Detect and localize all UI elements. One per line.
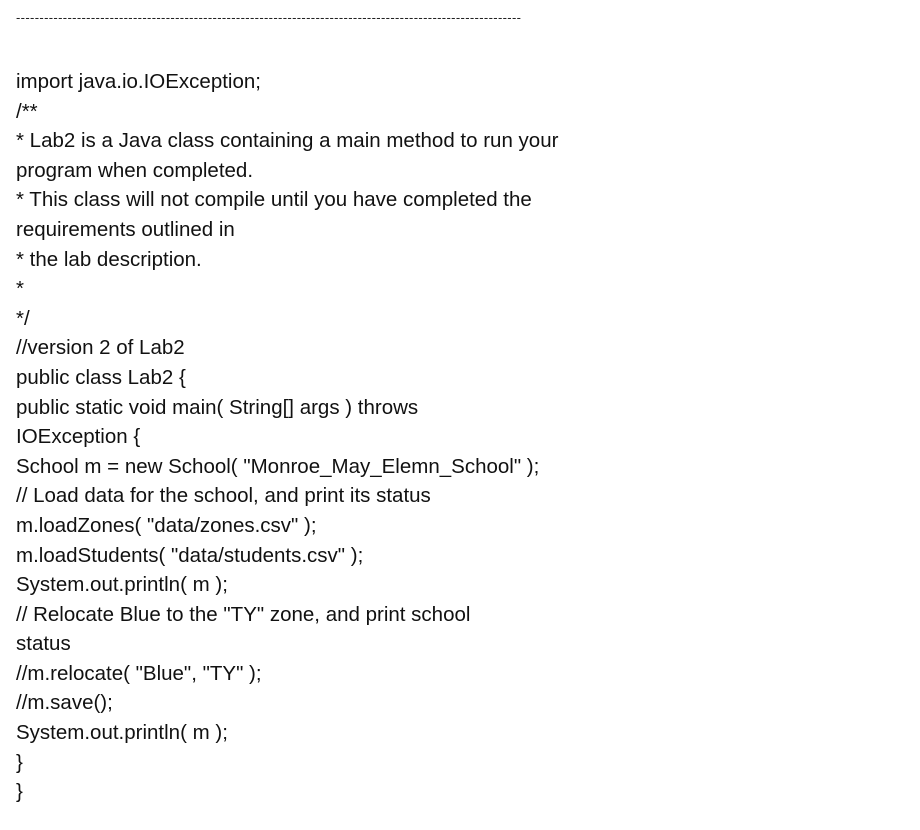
code-line: m.loadStudents( "data/students.csv" ); bbox=[16, 543, 364, 567]
code-line: School m = new School( "Monroe_May_Elemn_School" ); bbox=[16, 454, 540, 478]
code-line: // Load data for the school, and print its status bbox=[16, 484, 431, 508]
code-line: * Lab2 is a Java class containing a main method to run your bbox=[16, 129, 559, 153]
code-line: //m.relocate( "Blue", "TY" ); bbox=[16, 661, 262, 685]
code-line: // Relocate Blue to the "TY" zone, and print school bbox=[16, 602, 471, 626]
code-line: * This class will not compile until you have completed the bbox=[16, 188, 532, 212]
code-line: /** bbox=[16, 99, 38, 123]
dashed-separator: ------------------------------------------------------------------------------------------------------------ bbox=[16, 10, 522, 25]
code-line: //m.save(); bbox=[16, 691, 113, 715]
code-listing bbox=[16, 67, 896, 807]
code-line: System.out.println( m ); bbox=[16, 721, 228, 745]
code-line: } bbox=[16, 780, 23, 804]
code-line: status bbox=[16, 632, 71, 656]
code-line: */ bbox=[16, 306, 30, 330]
code-line: public static void main( String[] args ) throws bbox=[16, 395, 419, 419]
code-line: program when completed. bbox=[16, 158, 254, 182]
code-line: m.loadZones( "data/zones.csv" ); bbox=[16, 513, 317, 537]
code-line: import java.io.IOException; bbox=[16, 70, 261, 93]
code-line: * bbox=[16, 277, 24, 301]
code-line: //version 2 of Lab2 bbox=[16, 336, 185, 360]
code-line: } bbox=[16, 750, 23, 774]
code-line: public class Lab2 { bbox=[16, 365, 186, 389]
code-line: * the lab description. bbox=[16, 247, 202, 271]
code-line: requirements outlined in bbox=[16, 217, 235, 241]
code-line: IOException { bbox=[16, 425, 141, 449]
code-line: System.out.println( m ); bbox=[16, 573, 228, 597]
